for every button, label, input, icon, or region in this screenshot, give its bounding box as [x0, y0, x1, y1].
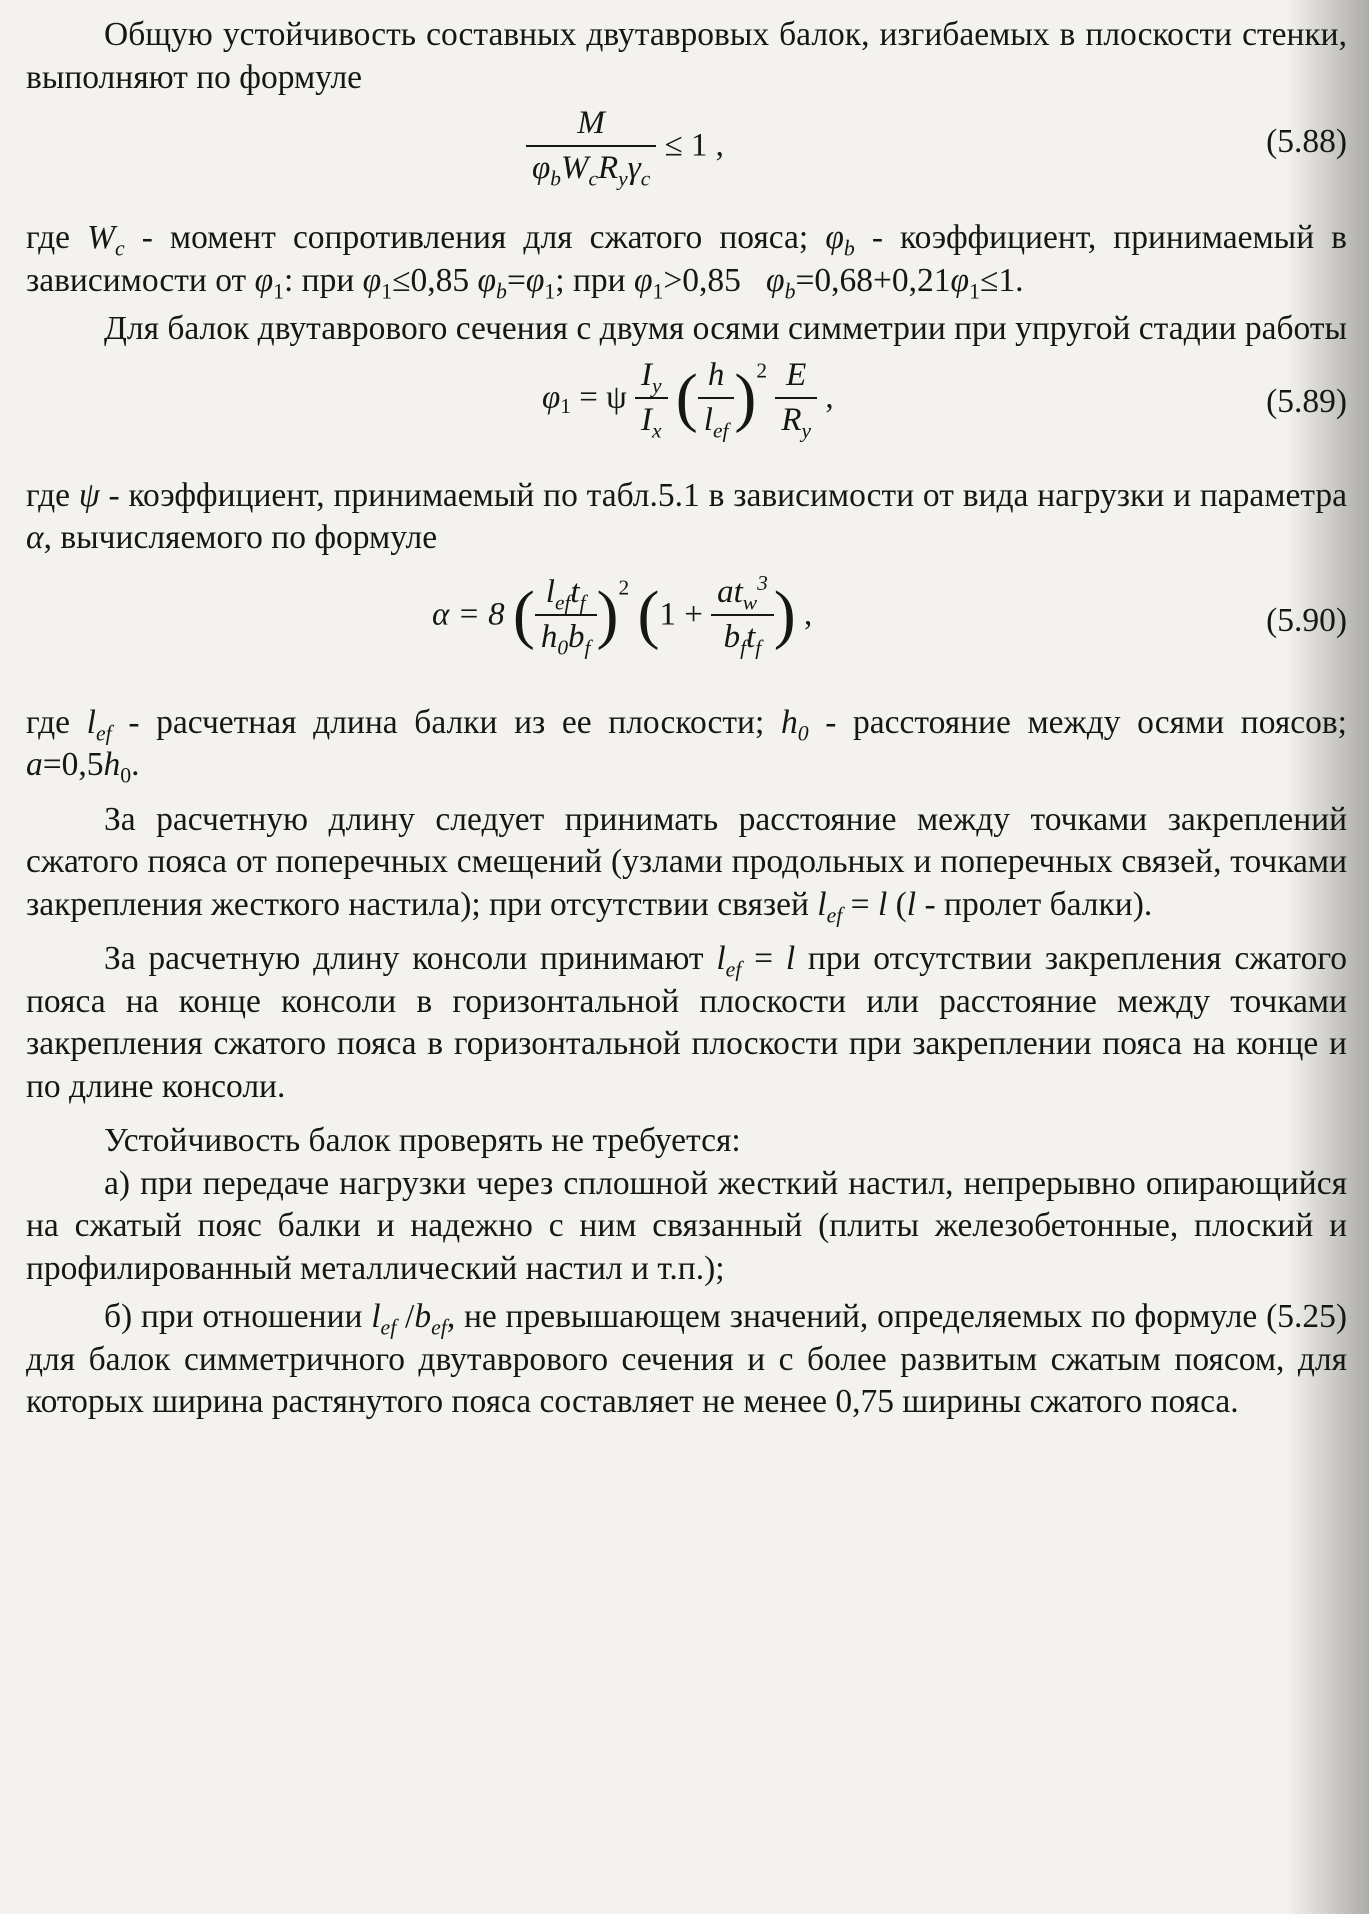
paragraph-symmetric-beams: Для балок двутаврового сечения с двумя осями симметрии при упругой стадии работы [104, 310, 1347, 347]
equation-number-5-88: (5.88) [1266, 123, 1347, 160]
formula-5-88: $\frac{M}{\varphi_bW_cR_y\gamma_c}$ ≤ 1 , [526, 105, 724, 187]
formula-5-89: $\varphi_1 = \psi$ $\frac{I_y}{I_x}$ ( $\frac{h}{l_{ef}}$ )$^2$ $\frac{E}{R_y}$ , [542, 356, 834, 443]
paragraph-wc-definition: где $W_c$ - момент сопротивления для сжатого пояса; $\varphi_b$ - коэффициент, принимаемый в зависимости от $\varphi_1$: при $\varphi_1\le 0,85$ $\varphi_b=\varphi_1$; при $\varphi_1>0,85$ $\varphi_b=0,68+0,21\varphi_1\le 1$. [26, 219, 1347, 304]
fraction: $\frac{M}{\varphi_bW_cR_y\gamma_c}$ [526, 105, 656, 187]
paragraph-cantilever-length: За расчетную длину консоли принимают $l_{ef} = l$ при отсутствии закрепления сжатого пояса на конце консоли в горизонтальной плоскости или расстояние между точками закрепления сжатого пояса в горизонтальной плоскости при закреплении пояса на конце и по длине консоли. [26, 940, 1347, 1105]
equation-number-5-89: (5.89) [1266, 382, 1347, 420]
paragraph-design-length: За расчетную длину следует принимать расстояние между точками закреплений сжатого пояса от поперечных смещений (узлами продольных и поперечных связей, точками закрепления жесткого настила); при отсутствии связей $l_{ef} = l$ (l - пролет балки). [26, 800, 1347, 928]
equation-5-90 [26, 560, 1347, 686]
paragraph-psi-definition: где ψ - коэффициент, принимаемый по табл.5.1 в зависимости от вида нагрузки и параметра α, вычисляемого по формуле [26, 476, 1347, 556]
paragraph-item-a: а) при передаче нагрузки через сплошной жесткий настил, непрерывно опирающийся на сжатый пояс балки и надежно с ним связанный (плиты железобетонные, плоский и профилированный металлический настил и т.п.); [26, 1164, 1347, 1287]
equation-number-5-90: (5.90) [1266, 601, 1347, 639]
paragraph-lef-definition: где $l_{ef}$ - расчетная длина балки из ее плоскости; $h_0$ - расстояние между осями поясов; $a=0,5h_0$. [26, 703, 1347, 788]
paragraph-no-check-required: Устойчивость балок проверять не требуется: [104, 1122, 741, 1159]
paragraph-item-b: б) при отношении $l_{ef}$ $/b_{ef}$, не превышающем значений, определяемых по формуле (5.25) для балок симметричного двутаврового сечения и с более развитым сжатым поясом, для которых ширина растянутого пояса составляет не менее 0,75 ширины сжатого пояса. [26, 1298, 1348, 1420]
equation-5-89 [26, 351, 1347, 467]
equation-5-88 [26, 99, 1347, 209]
formula-5-90: α = 8 ( $\frac{l_{ef}t_f}{h_0b_f}$ )$^2$ (1 + $\frac{at_w^3}{b_ft_f}$ ) , [432, 570, 813, 660]
paragraph-intro: Общую устойчивость составных двутавровых балок, изгибаемых в плоскости стенки, выполняют по формуле [26, 16, 1347, 96]
